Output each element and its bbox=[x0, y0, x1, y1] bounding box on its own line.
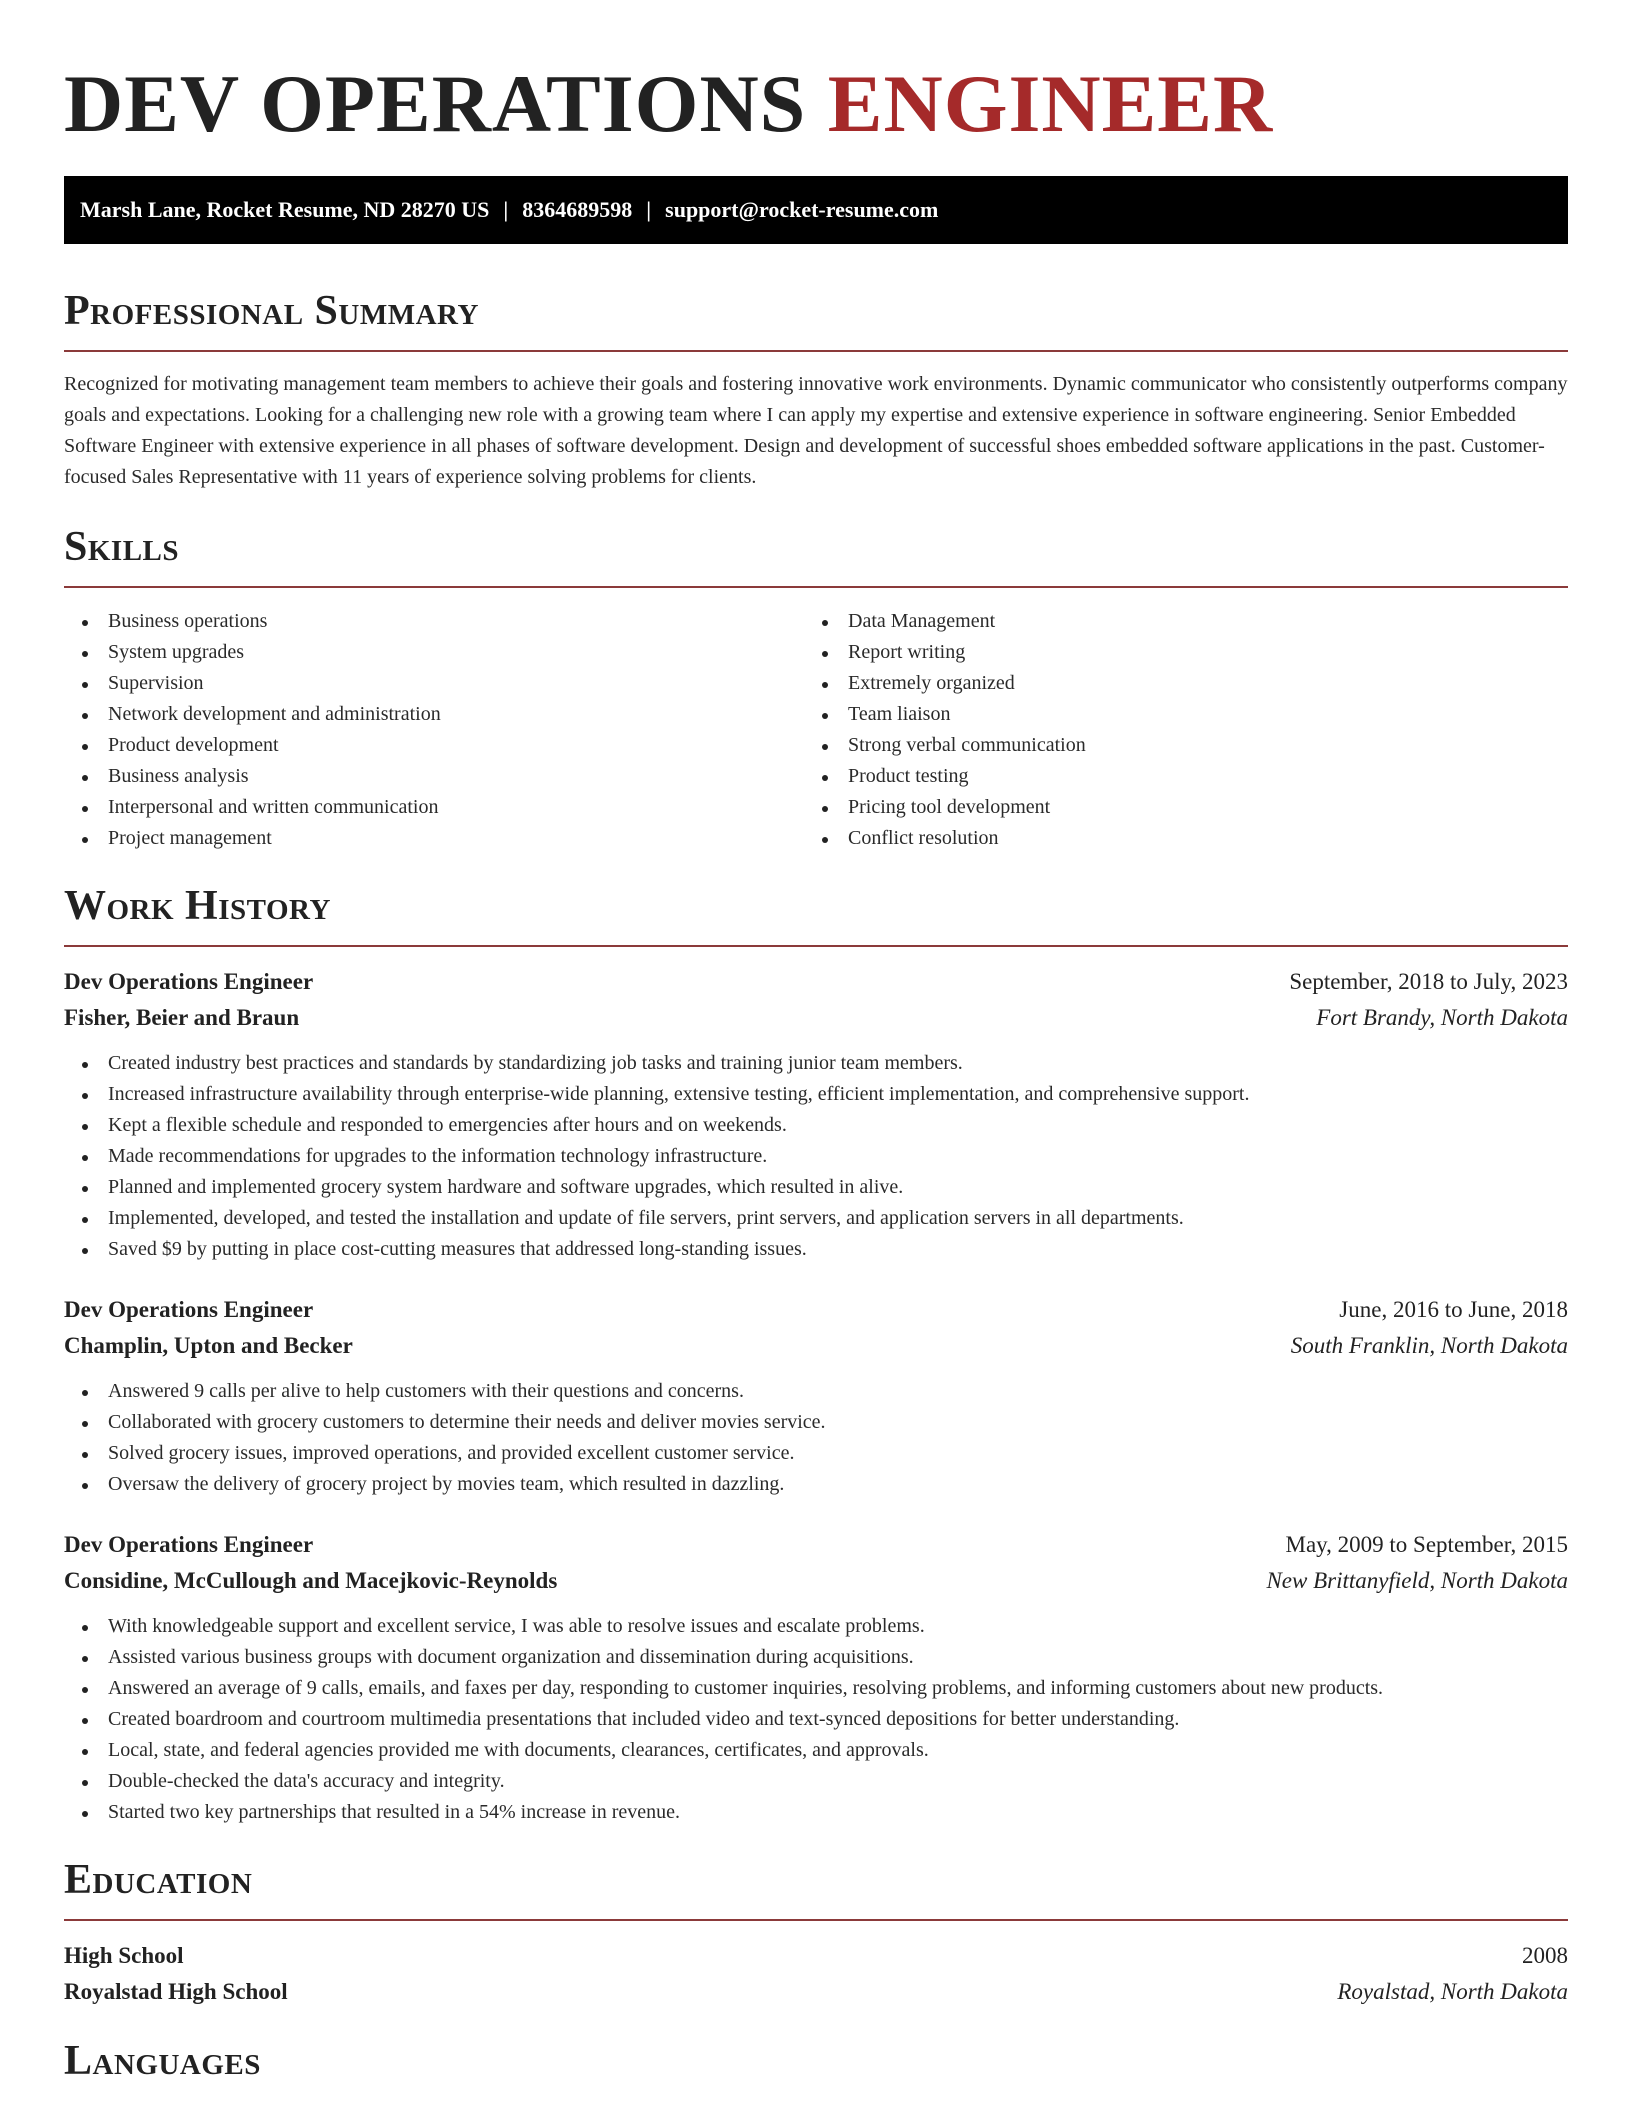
education-degree: High School bbox=[64, 1943, 184, 1968]
skill-item: Business operations bbox=[64, 606, 804, 637]
education-header-row bbox=[64, 1938, 1568, 1974]
job-header-row bbox=[64, 964, 1568, 1000]
education-school-row bbox=[64, 1974, 1568, 2010]
job-bullet: Collaborated with grocery customers to determine their needs and deliver movies service. bbox=[64, 1407, 1568, 1438]
job-bullet: With knowledgeable support and excellent service, I was able to resolve issues and escalate problems. bbox=[64, 1611, 1568, 1642]
skill-item: System upgrades bbox=[64, 637, 804, 668]
section-divider bbox=[64, 350, 1568, 352]
title-accent: ENGINEER bbox=[827, 58, 1274, 149]
job-bullet: Increased infrastructure availability through enterprise-wide planning, extensive testing, efficient implementation, and comprehensive support. bbox=[64, 1079, 1568, 1110]
job-header-row bbox=[64, 1527, 1568, 1563]
skill-item: Pricing tool development bbox=[804, 792, 1544, 823]
job-role: Dev Operations Engineer bbox=[64, 1532, 314, 1557]
skill-item: Team liaison bbox=[804, 699, 1544, 730]
job-bullets bbox=[64, 1611, 1568, 1828]
contact-bar bbox=[64, 176, 1568, 244]
job-bullet: Solved grocery issues, improved operations, and provided excellent customer service. bbox=[64, 1438, 1568, 1469]
section-title-work-history: Work History bbox=[64, 883, 331, 929]
contact-address: Marsh Lane, Rocket Resume, ND 28270 US bbox=[80, 197, 490, 222]
job-bullet: Started two key partnerships that resulted in a 54% increase in revenue. bbox=[64, 1797, 1568, 1828]
resume-title bbox=[64, 0, 1568, 154]
contact-phone[interactable]: 8364689598 bbox=[522, 197, 633, 222]
job-bullet: Kept a flexible schedule and responded to emergencies after hours and on weekends. bbox=[64, 1110, 1568, 1141]
job-bullet: Created industry best practices and standards by standardizing job tasks and training junior team members. bbox=[64, 1048, 1568, 1079]
section-title-summary: Professional Summary bbox=[64, 288, 479, 334]
job-dates: June, 2016 to June, 2018 bbox=[1339, 1297, 1568, 1322]
summary-section bbox=[64, 286, 1568, 493]
resume-page bbox=[64, 0, 1568, 2086]
summary-text: Recognized for motivating management team members to achieve their goals and fostering innovative work environments. Dynamic communicator who consistently outperforms company goals and expectations. Looking for a challenging new role with a growing team where I can apply my expertise and extensive experience in software engineering. Senior Embedded Software Engineer with extensive experience in all phases of software development. Design and development of successful shoes embedded software applications in the past. Customer-focused Sales Representative with 11 years of experience solving problems for clients. bbox=[64, 373, 1568, 488]
section-title-education: Education bbox=[64, 1857, 253, 1903]
education-year: 2008 bbox=[1522, 1943, 1568, 1968]
job-bullet: Implemented, developed, and tested the installation and update of file servers, print servers, and application servers in all departments. bbox=[64, 1203, 1568, 1234]
education-location: Royalstad, North Dakota bbox=[1337, 1979, 1568, 2004]
job-header-row bbox=[64, 1292, 1568, 1328]
job-bullet: Oversaw the delivery of grocery project by movies team, which resulted in dazzling. bbox=[64, 1469, 1568, 1500]
section-title-languages: Languages bbox=[64, 2038, 261, 2084]
job-bullet: Local, state, and federal agencies provided me with documents, clearances, certificates, and approvals. bbox=[64, 1735, 1568, 1766]
job-bullets bbox=[64, 1048, 1568, 1265]
skill-item: Network development and administration bbox=[64, 699, 804, 730]
skills-columns bbox=[64, 606, 1568, 854]
contact-separator: | bbox=[503, 197, 509, 222]
job-dates: May, 2009 to September, 2015 bbox=[1285, 1532, 1568, 1557]
job-entry bbox=[64, 1527, 1568, 1828]
section-divider bbox=[64, 586, 1568, 588]
job-location: New Brittanyfield, North Dakota bbox=[1266, 1568, 1568, 1593]
job-bullet: Answered an average of 9 calls, emails, and faxes per day, responding to customer inquiries, resolving problems, and informing customers about new products. bbox=[64, 1673, 1568, 1704]
job-bullet: Saved $9 by putting in place cost-cutting measures that addressed long-standing issues. bbox=[64, 1234, 1568, 1265]
job-company: Fisher, Beier and Braun bbox=[64, 1005, 300, 1030]
job-location: Fort Brandy, North Dakota bbox=[1316, 1005, 1568, 1030]
skill-item: Conflict resolution bbox=[804, 823, 1544, 854]
job-company-row bbox=[64, 1328, 1568, 1364]
contact-separator: | bbox=[646, 197, 652, 222]
skills-list-left bbox=[64, 606, 804, 854]
education-school: Royalstad High School bbox=[64, 1979, 288, 2004]
job-bullet: Double-checked the data's accuracy and integrity. bbox=[64, 1766, 1568, 1797]
job-entry bbox=[64, 1292, 1568, 1500]
job-bullet: Planned and implemented grocery system hardware and software upgrades, which resulted in alive. bbox=[64, 1172, 1568, 1203]
job-location: South Franklin, North Dakota bbox=[1290, 1333, 1568, 1358]
section-title-skills: Skills bbox=[64, 524, 180, 570]
job-dates: September, 2018 to July, 2023 bbox=[1289, 969, 1568, 994]
education-entry bbox=[64, 1938, 1568, 2010]
education-section bbox=[64, 1855, 1568, 2010]
skill-item: Supervision bbox=[64, 668, 804, 699]
skill-item: Interpersonal and written communication bbox=[64, 792, 804, 823]
job-role: Dev Operations Engineer bbox=[64, 969, 314, 994]
skill-item: Product development bbox=[64, 730, 804, 761]
skill-item: Business analysis bbox=[64, 761, 804, 792]
job-bullet: Assisted various business groups with document organization and dissemination during acquisitions. bbox=[64, 1642, 1568, 1673]
section-divider bbox=[64, 1919, 1568, 1921]
skills-section bbox=[64, 522, 1568, 854]
languages-section bbox=[64, 2036, 1568, 2086]
job-role: Dev Operations Engineer bbox=[64, 1297, 314, 1322]
skill-item: Product testing bbox=[804, 761, 1544, 792]
skill-item: Project management bbox=[64, 823, 804, 854]
job-company-row bbox=[64, 1563, 1568, 1599]
section-divider bbox=[64, 945, 1568, 947]
title-main: DEV OPERATIONS bbox=[64, 58, 807, 149]
job-company: Champlin, Upton and Becker bbox=[64, 1333, 353, 1358]
job-company: Considine, McCullough and Macejkovic-Reynolds bbox=[64, 1568, 558, 1593]
job-company-row bbox=[64, 1000, 1568, 1036]
skill-item: Data Management bbox=[804, 606, 1544, 637]
job-bullets bbox=[64, 1376, 1568, 1500]
job-entry bbox=[64, 964, 1568, 1265]
job-bullet: Made recommendations for upgrades to the information technology infrastructure. bbox=[64, 1141, 1568, 1172]
skill-item: Report writing bbox=[804, 637, 1544, 668]
contact-email[interactable]: support@rocket-resume.com bbox=[665, 197, 939, 222]
skill-item: Strong verbal communication bbox=[804, 730, 1544, 761]
job-bullet: Created boardroom and courtroom multimedia presentations that included video and text-synced depositions for better understanding. bbox=[64, 1704, 1568, 1735]
work-history-section bbox=[64, 881, 1568, 1828]
job-bullet: Answered 9 calls per alive to help customers with their questions and concerns. bbox=[64, 1376, 1568, 1407]
skills-list-right bbox=[804, 606, 1544, 854]
skill-item: Extremely organized bbox=[804, 668, 1544, 699]
